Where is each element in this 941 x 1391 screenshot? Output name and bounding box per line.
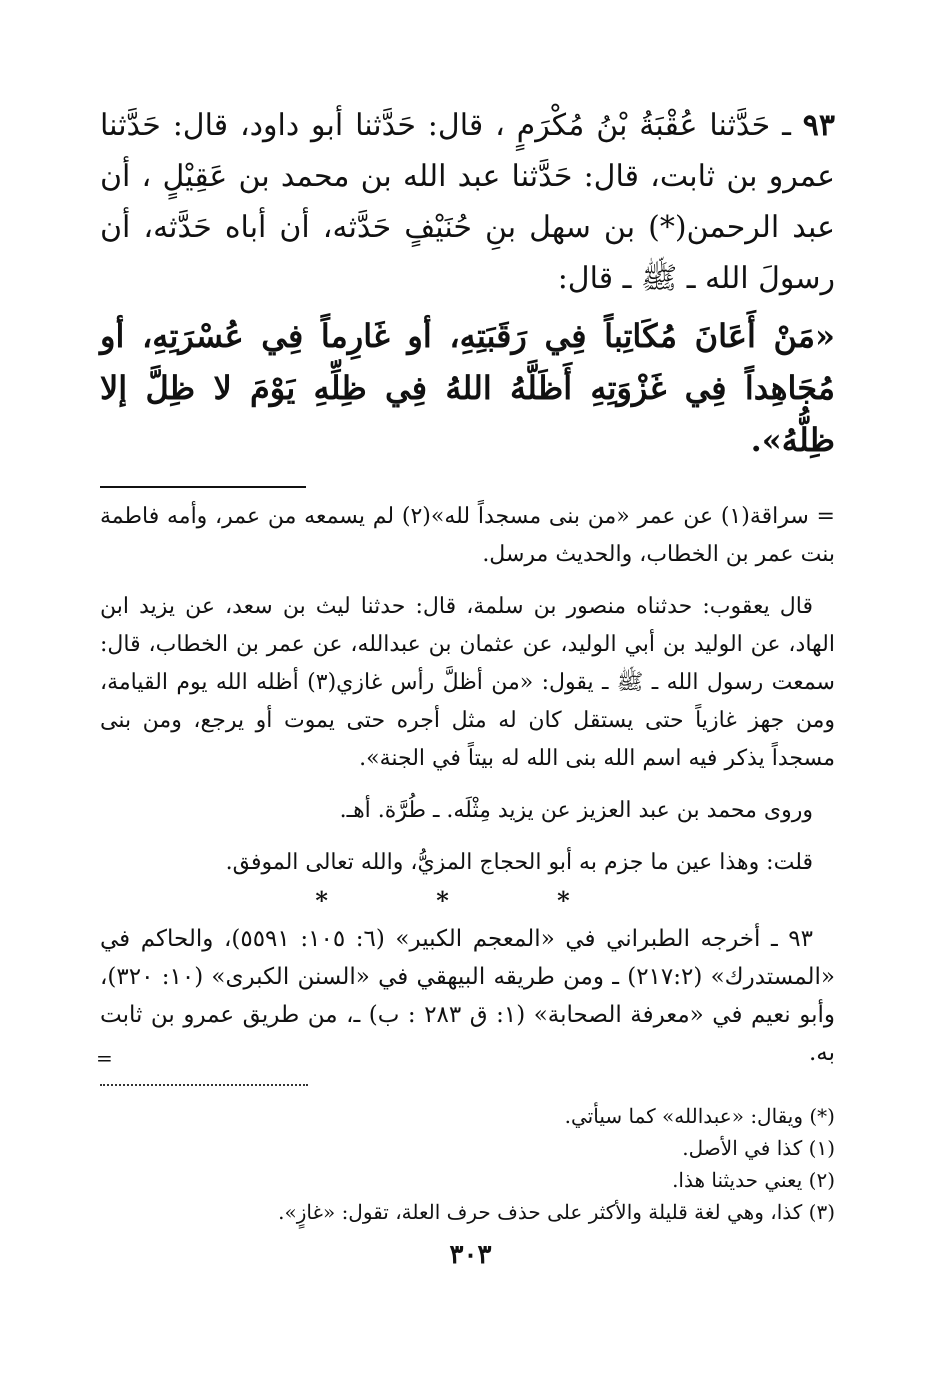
footnote-divider [100,486,306,488]
section-separator: * * * [315,886,620,915]
footnote-item: (٣) كذا، وهي لغة قليلة والأكثر على حذف حرف العلة، تقول: «غازٍ». [278,1200,835,1224]
footnote-item: (*) ويقال: «عبدالله» كما سيأتي. [564,1104,835,1128]
note-paragraph-2: وروى محمد بن عبد العزيز عن يزيد مِثْلَه. ـ طُرَّة. أهـ. [339,798,813,823]
takhrij-text: ٩٣ ـ أخرجه الطبراني في «المعجم الكبير» (٦: ١٠٥: ٥٥٩١)، والحاكم في «المستدرك» (٢١٧:٢) ـ ومن طريقه البيهقي في «السنن الكبرى» (١٠: ٣٢٠)، وأبو نعيم في «معرفة الصحابة» (١: ق ٢٨٣ : ب) ـ، من طريق عمرو بن ثابت به. [100,926,836,1066]
footnote-dotted-divider [100,1084,308,1086]
hadith-matn: «مَنْ أَعَانَ مُكَاتِباً فِي رَقَبَتِهِ، أو غَارِماً فِي عُسْرَتِهِ، أو مُجَاهِداً فِي غَزْوَتِهِ أَظَلَّهُ اللهُ فِي ظِلِّهِ يَوْمَ لا ظِلَّ إلا ظِلُّهُ». [100,317,835,459]
note-continuation: = سراقة(١) عن عمر «من بنى مسجداً لله»(٢) لم يسمعه من عمر، وأمه فاطمة بنت عمر بن الخطاب، والحديث مرسل. [100,504,835,567]
page-number: ٣٠٣ [449,1240,492,1270]
hadith-isnad: ـ حَدَّثنا عُقْبَةُ بْنُ مُكْرَمٍ ، قال: حَدَّثنا أبو داود، قال: حَدَّثنا عمرو بن ثابت، قال: حَدَّثنا عبد الله بن محمد بن عَقِيْلٍ ، أن عبد الرحمن(*) بن سهل بنِ حُنَيْفٍ حَدَّثه، أن أباه حَدَّثه، أن رسولَ الله ـ ﷺ ـ قال: [100,108,835,296]
page-body [96,100,836,1228]
note-paragraph-1: قال يعقوب: حدثناه منصور بن سلمة، قال: حدثنا ليث بن سعد، عن يزيد ابن الهاد، عن الوليد بن أبي الوليد، عن عثمان بن عبدالله، عن عمر بن الخطاب، قال: سمعت رسول الله ـ ﷺ ـ يقول: «من أظلَّ رأس غازي(٣) أظله الله يوم القيامة، ومن جهز غازياً حتى يستقل كان له مثل أجره حتى يموت أو يرجع، ومن بنى مسجداً يذكر فيه اسم الله بنى الله له بيتاً في الجنة». [100,594,835,771]
note-paragraph-3: قلت: وهذا عين ما جزم به أبو الحجاج المزيُّ، والله تعالى الموفق. [225,850,813,875]
hadith-intro [100,100,835,304]
footnote-item: (٢) يعني حديثنا هذا. [672,1168,835,1192]
takhrij-block [96,920,836,1072]
hadith-number: ٩٣ [802,108,835,143]
footnote-item: (١) كذا في الأصل. [682,1136,835,1160]
takhrij-continuation-mark: = [96,1046,113,1070]
